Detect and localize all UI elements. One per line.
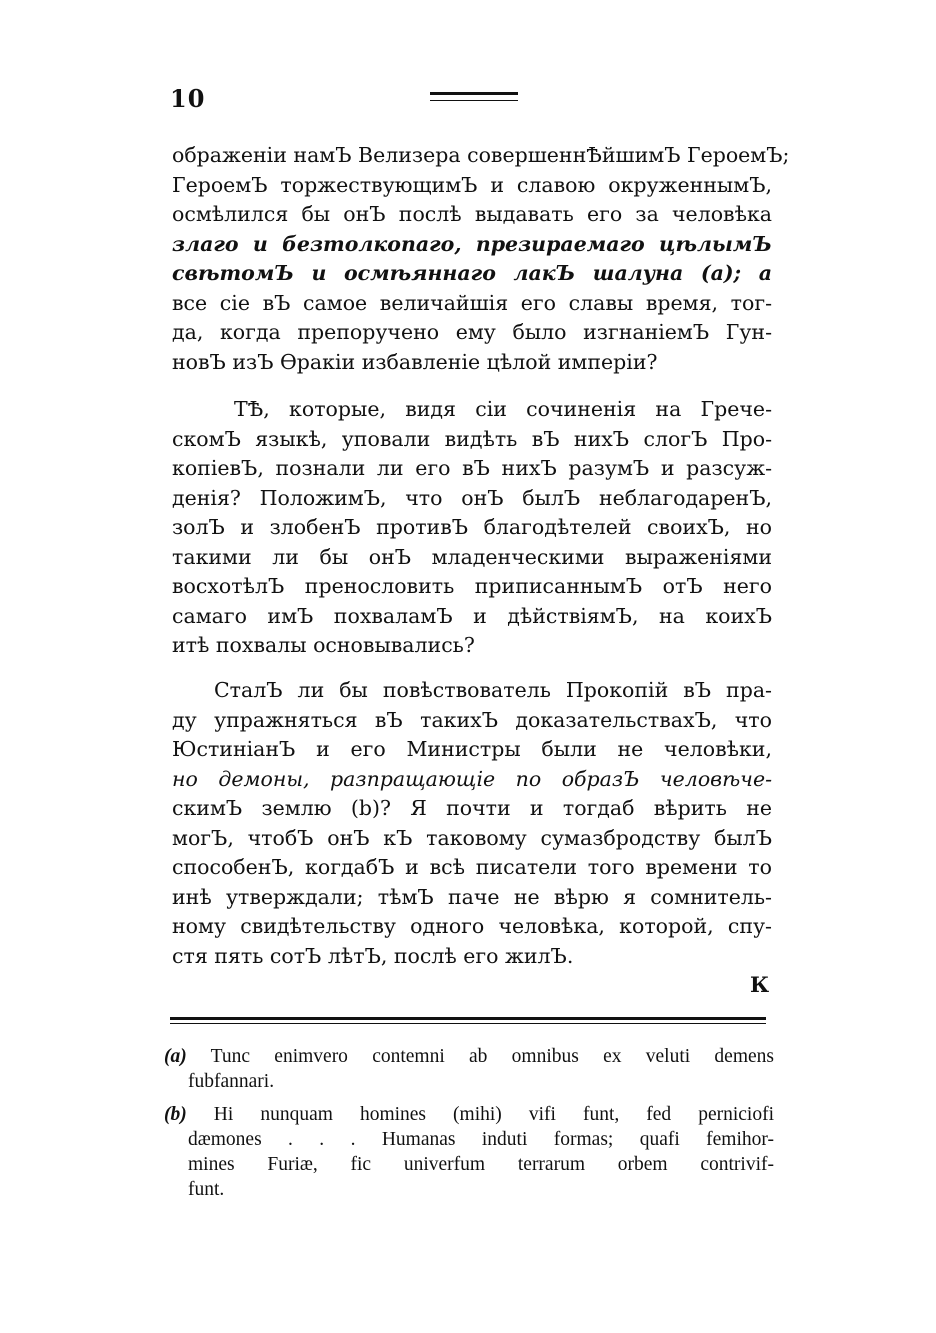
paragraph-line: способенЪ, когдабЪ и всѣ писатели того времени то [172,855,772,879]
paragraph-line: такими ли бы онЪ младенческими выраженiями [172,544,772,569]
page-number: 10 [170,84,206,113]
footnote-marker: (b) [164,1104,187,1125]
paragraph-2 [172,395,772,661]
paragraph-line: ному свидѣтельству одного человѣка, которой, спу- [172,914,772,938]
paragraph-line: да, когда препоручено ему было изгнанiемЪ Гун- [172,320,772,344]
paragraph-line: стя пять сотЪ лѣтЪ, послѣ его жилЪ. [172,943,574,968]
footnote-text: Tunc enimvero contemni ab omnibus ex veluti demens [210,1046,774,1067]
paragraph-line: золЪ и злобенЪ противЪ благодѣтелей своихЪ, но [172,515,772,539]
paragraph-line: ТѢ, которые, видя сiи сочиненiя на Грече- [234,397,772,421]
footnote-line: fubfannari. [188,1071,275,1092]
paragraph-line: итѣ похвалы основывались? [172,633,475,657]
paragraph-line: самаго имЪ похваламЪ и дѣйствiямЪ, на коихЪ [172,603,772,628]
footnote-line: funt. [188,1179,225,1200]
catchword: К [750,972,770,997]
paragraph-line: ду упражняться вЪ такихЪ доказательствахЪ, что [172,707,772,732]
paragraph-line: но демоны, разпращающiе по образЪ человѣче- [172,766,772,791]
footnote-marker: (a) [164,1046,187,1067]
footnote-separator-rule [170,1017,766,1020]
footnote-text: Hi nunquam homines (mihi) vifi funt, fed perniciofi [213,1104,774,1125]
paragraph-line: скомЪ языкѣ, уповали видѣть вЪ нихЪ слогЪ Про- [172,426,772,451]
paragraph-line: ображенiи намЪ Велизера совершеннѢйшимЪ ГероемЪ; [172,143,790,167]
paragraph-line: восхотѣлЪ пренословить приписаннымЪ отЪ него [172,574,772,598]
paragraph-line: новЪ изЪ Өракiи избавленiе цѣлой имперiи? [172,349,658,374]
paragraph-line: ГероемЪ торжествующимЪ и славою окруженнымЪ, [172,172,772,197]
paragraph-line: копiевЪ, познали ли его вЪ нихЪ разумЪ и разсуж- [172,456,772,480]
footnote-line: mines Furiæ, fic univerfum terrarum orbem contrivif- [188,1154,774,1175]
paragraph-3 [172,676,772,971]
paragraph-line: свѣтомЪ и осмѣяннаго лакЪ шалуна (a); а [172,261,772,285]
paragraph-line: осмѣлился бы онЪ послѣ выдавать его за человѣка [172,202,772,226]
paragraph-line: СталЪ ли бы повѣствователь Прокопiй вЪ пра- [214,678,772,702]
paragraph-line: могЪ, чтобЪ онЪ кЪ таковому сумазбродству былЪ [172,825,772,850]
paragraph-line: все сiе вЪ самое величайшiя его славы время, тог- [172,290,772,315]
footnote-line [164,1102,774,1127]
footnote-b [164,1102,774,1202]
paragraph-line: инѣ утверждали; тѣмЪ паче не вѣрю я сомнитель- [172,884,772,909]
paragraph-line: денiя? ПоложимЪ, что онЪ былЪ неблагодаренЪ, [172,485,772,510]
footnote-a [164,1044,774,1094]
paragraph-line: скимЪ землю (b)? Я почти и тогдаб вѣрить не [172,796,772,820]
footnote-line: dæmones . . . Humanas induti formas; quafi femihor- [188,1129,774,1150]
footnotes [164,1044,774,1210]
paragraph-1 [172,141,790,377]
paragraph-line: ЮстинiанЪ и его Министры были не человѣки, [172,737,772,761]
header-ornament-rule [430,92,518,95]
paragraph-line: злаго и безтолкопаго, презираемаго цѣлымЪ [172,231,772,256]
footnote-line [164,1044,774,1069]
